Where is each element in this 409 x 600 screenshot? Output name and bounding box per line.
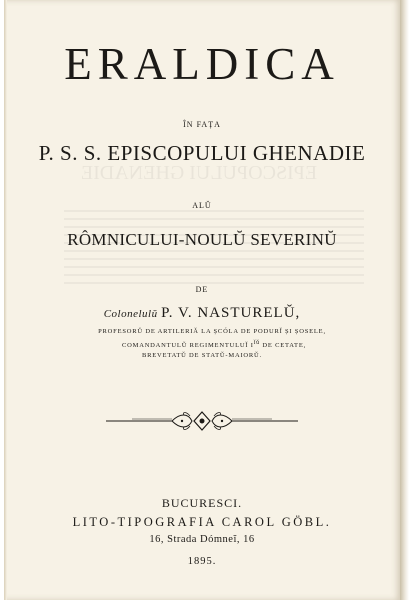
book-title: ERALDICA (64, 39, 340, 89)
author-title-2-b: DE CETATE, (260, 342, 307, 349)
connector-de: DE (195, 285, 209, 294)
ornament-divider-icon (102, 409, 302, 433)
page-edge (400, 0, 409, 600)
author-title-2-sup: ĭŭ (253, 340, 260, 346)
author-line (4, 305, 400, 322)
author-title-2 (16, 340, 409, 349)
imprint-year: 1895. (187, 556, 217, 567)
title-page (4, 0, 400, 600)
diocese-line: RÔMNICULUI-NOULŬ SEVERINŬ (67, 230, 337, 249)
author-title-1: PROFESORŬ DE ARTILERIĂ LA ȘCÓLA DE PODURĬ ȘI ȘOSELE, (98, 328, 326, 335)
author-rank: Colonelulŭ (103, 308, 158, 320)
show-through-text: EPISCOPULUI GHENADIE (80, 162, 318, 184)
dedicatee-line: P. S. S. EPISCOPULUI GHENADIE (38, 141, 366, 165)
imprint-address: 16, Strada Dómneĭ, 16 (149, 534, 255, 545)
show-through-block (64, 210, 364, 290)
connector-alu: ALŬ (192, 201, 212, 210)
connector-in-fata: ÎN FAȚA (183, 120, 221, 129)
author-title-2-a: COMANDANTULŬ REGIMENTULUĬ I (121, 342, 254, 349)
author-title-3: BREVETATŬ DE STATŬ-MAIORŬ. (142, 352, 262, 359)
imprint-city: BUCURESCI. (161, 496, 243, 510)
author-name: P. V. NASTURELŬ, (161, 305, 301, 321)
imprint-printer: LITO-TIPOGRAFIA CAROL GÖBL. (72, 515, 332, 529)
